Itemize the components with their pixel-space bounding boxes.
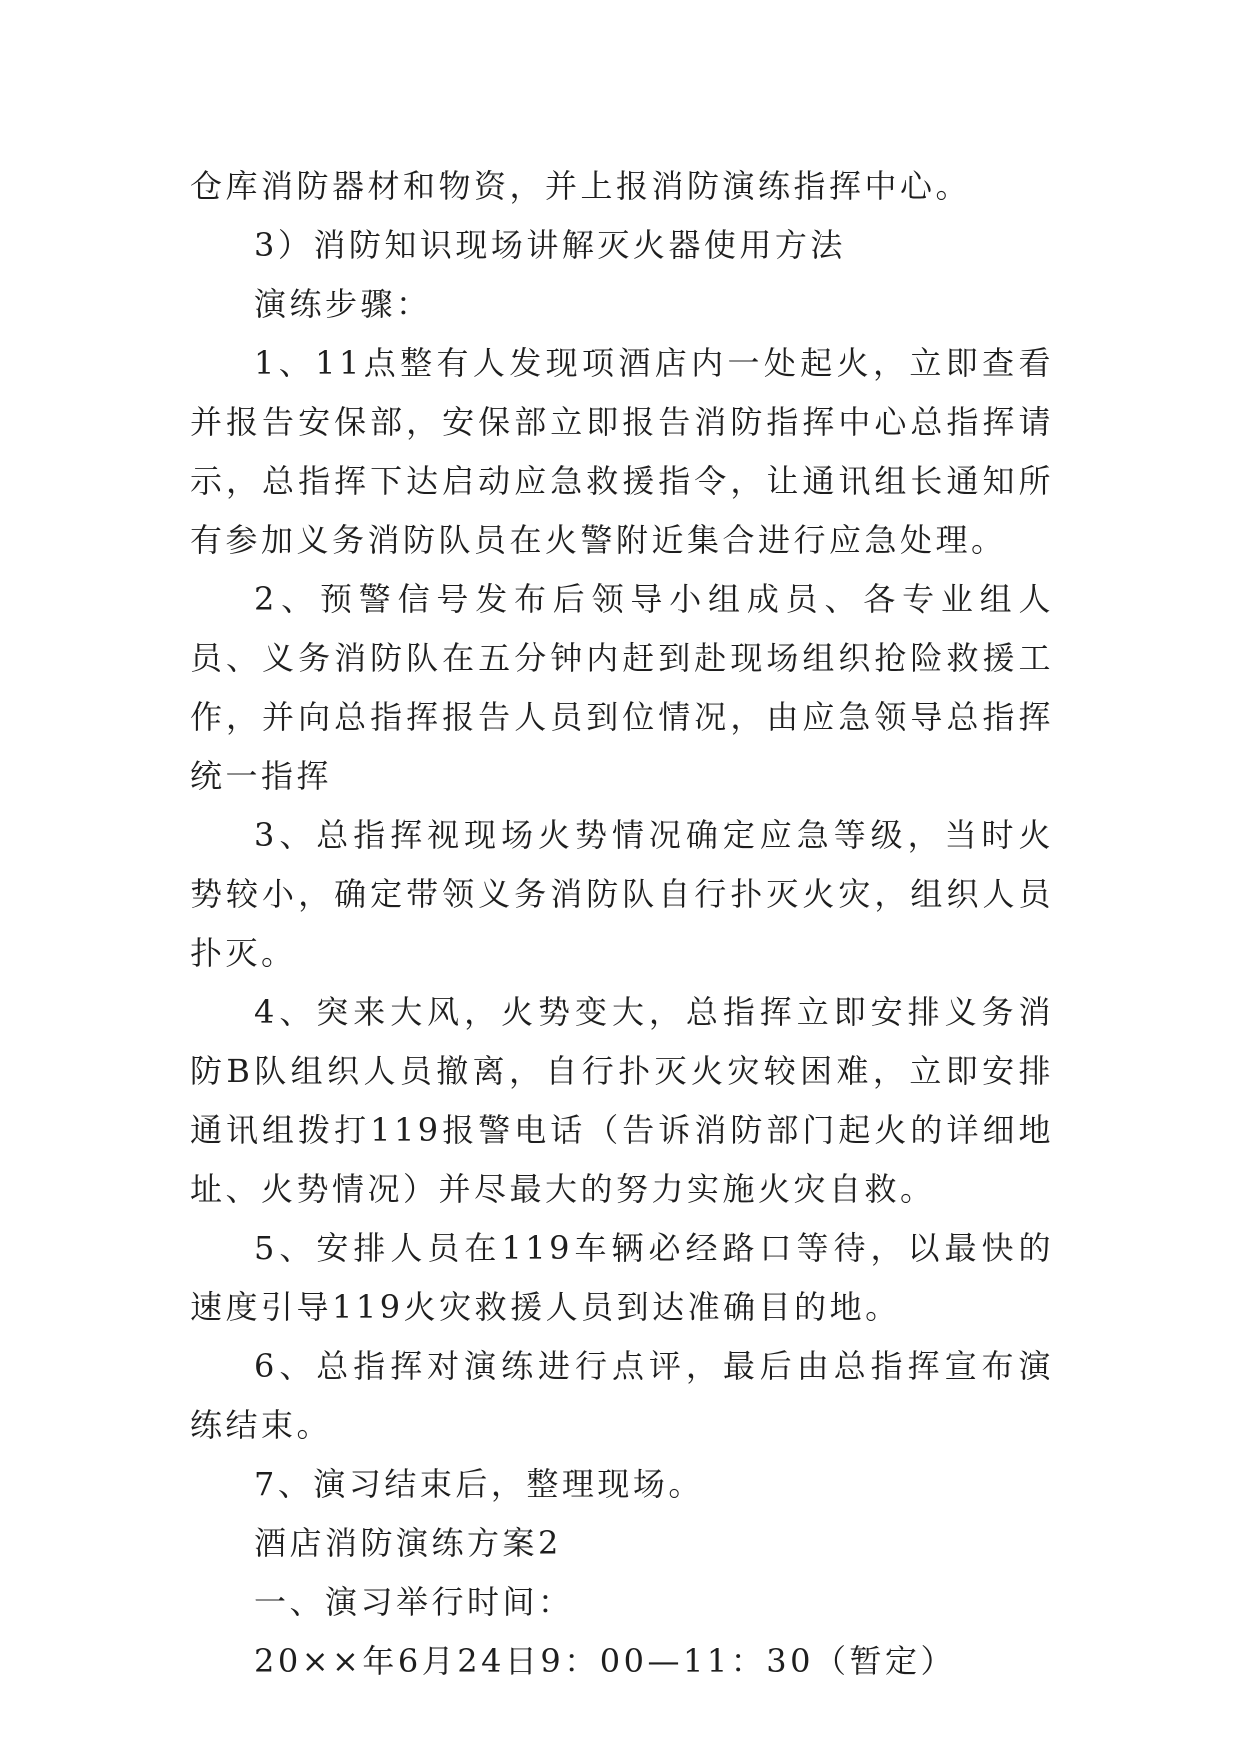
paragraph-step-4: 4、突来大风，火势变大，总指挥立即安排义务消防B队组织人员撤离，自行扑灭火灾较困难，立即安排通讯组拨打119报警电话（告诉消防部门起火的详细地址、火势情况）并尽最大的努力实施火灾自救。 [190, 993, 1054, 1208]
section-heading-drill-time: 一、演习举行时间： [254, 1583, 574, 1621]
paragraph-warehouse-report: 仓库消防器材和物资，并上报消防演练指挥中心。 [190, 167, 972, 205]
paragraph-step-5: 5、安排人员在119车辆必经路口等待，以最快的速度引导119火灾救援人员到达准确目的地。 [190, 1229, 1054, 1326]
paragraph-step-7: 7、演习结束后，整理现场。 [254, 1465, 704, 1503]
paragraph-step-2: 2、预警信号发布后领导小组成员、各专业组人员、义务消防队在五分钟内赶到赴现场组织抢险救援工作，并向总指挥报告人员到位情况，由应急领导总指挥统一指挥 [190, 580, 1054, 795]
section-title-plan-2: 酒店消防演练方案2 [254, 1524, 562, 1562]
paragraph-drill-steps-heading: 演练步骤： [254, 285, 432, 323]
document-body [190, 157, 1054, 1691]
paragraph-step-3: 3、总指挥视现场火势情况确定应急等级，当时火势较小，确定带领义务消防队自行扑灭火灾，组织人员扑灭。 [190, 816, 1054, 972]
paragraph-drill-date: 20××年6月24日9：00—11：30（暂定） [254, 1642, 956, 1680]
paragraph-step-6: 6、总指挥对演练进行点评，最后由总指挥宣布演练结束。 [190, 1347, 1054, 1444]
paragraph-step-1: 1、11点整有人发现项酒店内一处起火，立即查看并报告安保部，安保部立即报告消防指挥中心总指挥请示，总指挥下达启动应急救援指令，让通讯组长通知所有参加义务消防队员在火警附近集合进行应急处理。 [190, 344, 1054, 559]
paragraph-extinguisher-explanation: 3）消防知识现场讲解灭火器使用方法 [254, 226, 846, 264]
